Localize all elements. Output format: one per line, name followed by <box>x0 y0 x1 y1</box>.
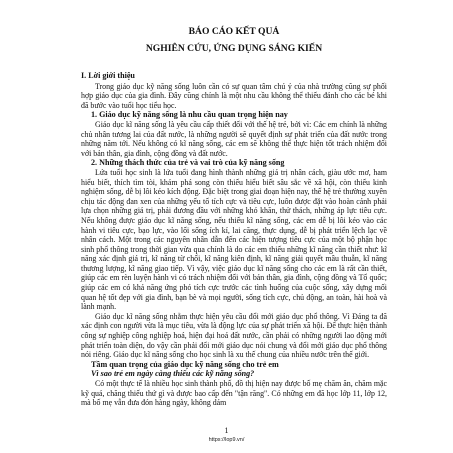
subsection-heading-3: Tầm quan trọng của giáo dục kỹ năng sống cho trẻ em <box>91 359 279 369</box>
subsection-2-paragraph-2: Giáo dục kĩ năng sống nhằm thực hiện yêu cầu đổi mới giáo dục phổ thông. Vì Đảng ta đã xác định con người vừa là mục tiêu, vừa là động lực của sự phát triển xã hội. Để thực hiện thành công sự nghiệp công nghiệp hoá, hiện đại hoá đất nước, cần phải có những người lao động mới phát triển toàn diện, do vậy cần phải đổi mới giáo dục nói chung và đổi mới giáo dục phổ thông nói riêng. Giáo dục kĩ năng sống cho học sinh là xu thế chung của nhiều nước trên thế giới. <box>81 311 387 360</box>
intro-paragraph: Trong giáo dục kỹ năng sống luôn cần có sự quan tâm chú ý của nhà trường cũng sự phối hợp giáo dục của gia đình. Đây cũng chính là một nhu cầu không thể thiếu đánh cho các bé khi đã bước vào tuổi học tiểu học. <box>81 81 387 110</box>
report-title: BÁO CÁO KẾT QUẢ <box>188 26 280 37</box>
report-subtitle: NGHIÊN CỨU, ỨNG DỤNG SÁNG KIẾN <box>145 43 323 54</box>
subsection-1-paragraph: Giáo dục kĩ năng sống là yêu cầu cấp thiết đối với thế hệ trẻ, bởi vì: Các em chính là những chủ nhân tương lai của đất nước, là những người sẽ quyết định sự phát triển của đất nước trong những năm tới. Nếu không có kĩ năng sống, các em sẽ không thể thực hiện tốt trách nhiệm đối với bản thân, gia đình, cộng đồng và đất nước. <box>81 119 387 158</box>
subsection-3-question: Vì sao trẻ em ngày càng thiếu các kỹ năng sống? <box>91 369 255 379</box>
page-number: 1 <box>224 426 229 435</box>
subsection-3-paragraph: Có một thực tế là nhiều học sinh thành phố, đồ thị hiện nay được bố mẹ chăm ăn, chăm mặc kỹ quá, chăng thiếu thứ gì và được bao cấp đến "tận răng". Có những em đã học lớp 11, lớp 12, mà bố mẹ vẫn đưa đón hàng ngày, không dám <box>81 379 387 408</box>
footer-url: https://lop9.vn/ <box>208 437 245 443</box>
subsection-2-paragraph-1: Lứa tuổi học sinh là lứa tuổi đang hình thành những giá trị nhân cách, giàu ước mơ, ham hiểu biết, thích tìm tòi, khám phá song còn thiếu hiểu biết sâu sắc về xã hội, còn thiếu kinh nghiệm sống, dễ bị lôi kéo kích động. Đặc biệt trong giai đoạn hiện nay, thế hệ trẻ thường xuyên chịu tác động đan xen của những yếu tố tích cực và tiêu cực, luôn được đặt vào hoàn cảnh phải lựa chọn những giá trị, phải đương đầu với những khó khăn, thử thách, những áp lực tiêu cực. Nếu không được giáo dục kĩ năng sống, nếu thiếu kĩ năng sống, các em dễ bị lôi kéo vào các hành vi tiêu cực, bạo lực, vào lối sống ích kỉ, lai căng, thực dụng, dễ bị phát triển lệch lạc về nhân cách. Một trong các nguyên nhân dẫn đến các hiện tượng tiêu cực của một bộ phận học sinh phổ thông trong thời gian vừa qua chính là do các em thiếu những kĩ năng cần thiết như: kĩ năng xác định giá trị, kĩ năng từ chối, kĩ năng kiên định, kĩ năng giải quyết mâu thuẫn, kĩ năng thương lượng, kĩ năng giao tiếp. Vì vậy, việc giáo dục kĩ năng sống cho các em là rất cần thiết, giúp các em rèn luyện hành vi có trách nhiệm đối với bản thân, gia đình, cộng đồng và Tổ quốc; giúp các em có khả năng ứng phó tích cực trước các tình huống của cuộc sống, xây dựng mối quan hệ tốt đẹp với gia đình, bạn bè và mọi người, sống tích cực, chủ động, an toàn, hài hoà và lành mạnh. <box>81 167 387 312</box>
subsection-heading-2: 2. Những thách thức của trẻ và vai trò của kỹ năng sống <box>91 158 285 168</box>
section-heading-intro: I. Lời giới thiệu <box>81 71 135 80</box>
subsection-heading-1: 1. Giáo dục kỹ năng sống là nhu cầu quan trọng hiện nay <box>91 110 288 120</box>
